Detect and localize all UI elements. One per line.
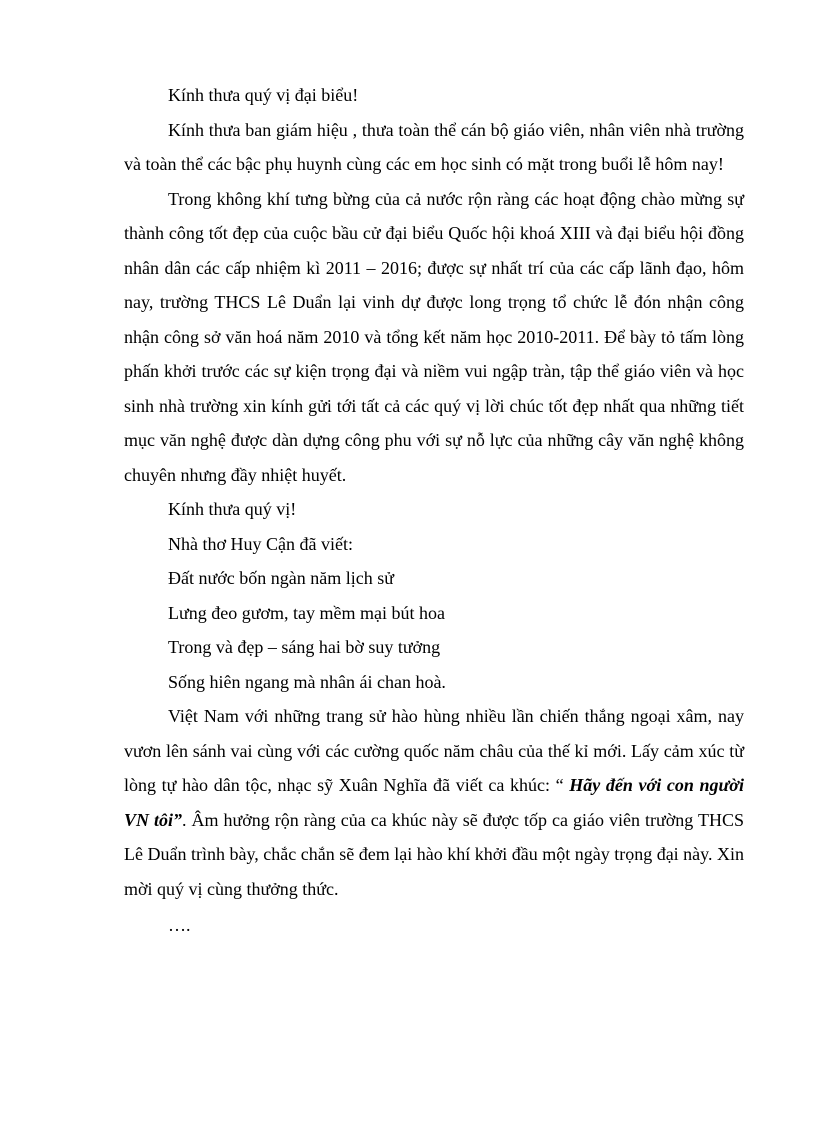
ellipsis: …. bbox=[168, 915, 191, 935]
greeting-guests: Kính thưa quý vị! bbox=[168, 499, 297, 519]
song-intro-closing: . Âm hưởng rộn ràng của ca khúc này sẽ được tốp ca giáo viên trường THCS Lê Duẩn trình bày, chắc chắn sẽ đem lại hào khí khởi đầu một ngày trọng đại này. Xin mời quý vị cùng thưởng thức. bbox=[124, 809, 745, 899]
opening-paragraph: Trong không khí tưng bừng của cả nước rộn ràng các hoạt động chào mừng sự thành công tốt đẹp của cuộc bầu cử đại biểu Quốc hội khoá XIII và đại biểu hội đồng nhân dân các cấp nhiệm kì 2011 – 2016; được sự nhất trí của các cấp lãnh đạo, hôm nay, trường THCS Lê Duẩn lại vinh dự được long trọng tổ chức lễ đón nhận công nhận công sở văn hoá năm 2010 và tổng kết năm học 2010-2011. Để bày tỏ tấm lòng phấn khởi trước các sự kiện trọng đại và niềm vui ngập tràn, tập thể giáo viên và học sinh nhà trường xin kính gửi tới tất cả các quý vị lời chúc tốt đẹp nhất qua những tiết mục văn nghệ được dàn dựng công phu với sự nỗ lực của những cây văn nghệ không chuyên nhưng đầy nhiệt huyết. bbox=[124, 188, 744, 485]
poem-line: Trong và đẹp – sáng hai bờ suy tưởng bbox=[168, 637, 441, 657]
greeting-delegates: Kính thưa quý vị đại biểu! bbox=[168, 85, 359, 105]
document-body bbox=[124, 78, 744, 943]
song-intro-paragraph bbox=[124, 699, 744, 906]
song-title: Hãy đến với con người VN tôi” bbox=[124, 775, 744, 830]
song-intro-text: Việt Nam với những trang sử hào hùng nhiều lần chiến thắng ngoại xâm, nay vươn lên sánh vai cùng với các cường quốc năm châu của thế kỉ mới. Lấy cảm xúc từ lòng tự hào dân tộc, nhạc sỹ Xuân Nghĩa đã viết ca khúc: “ bbox=[124, 706, 744, 795]
poem-line: Sống hiên ngang mà nhân ái chan hoà. bbox=[168, 671, 446, 692]
poem-line: Lưng đeo gươm, tay mềm mại bút hoa bbox=[168, 602, 445, 623]
poem-line: Đất nước bốn ngàn năm lịch sử bbox=[168, 568, 394, 588]
greeting-school-board: Kính thưa ban giám hiệu , thưa toàn thể cán bộ giáo viên, nhân viên nhà trường và toàn thể các bậc phụ huynh cùng các em học sinh có mặt trong buổi lễ hôm nay! bbox=[124, 119, 744, 174]
poet-intro: Nhà thơ Huy Cận đã viết: bbox=[168, 533, 353, 554]
